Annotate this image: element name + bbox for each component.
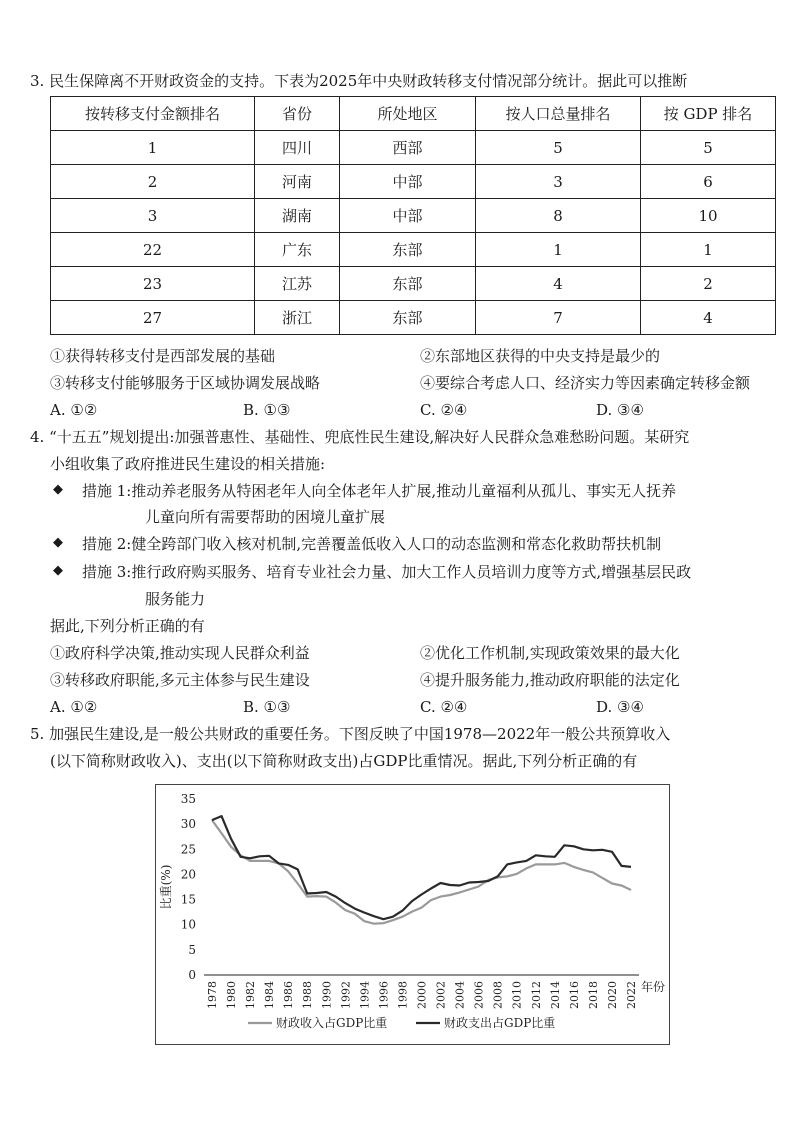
table-cell: 8: [476, 199, 641, 233]
table-cell: 22: [51, 233, 255, 267]
table-cell: 6: [641, 165, 776, 199]
y-axis-label: 比重(%): [159, 864, 173, 910]
x-tick-label: 1982: [244, 981, 258, 1009]
q4-stem-line1: 4. “十五五”规划提出:加强普惠性、基础性、兜底性民生建设,解决好人民群众急难愁盼问题。某研究: [30, 428, 690, 446]
x-tick-label: 1998: [396, 981, 410, 1009]
q3-statement-4: ④要综合考虑人口、经济实力等因素确定转移金额: [420, 374, 751, 392]
table-cell: 中部: [340, 165, 476, 199]
table-cell: 东部: [340, 267, 476, 301]
x-tick-label: 1986: [282, 981, 296, 1009]
table-cell: 四川: [255, 131, 340, 165]
table-row: [51, 267, 776, 301]
y-tick-label: 5: [188, 942, 196, 957]
x-tick-label: 2022: [625, 981, 638, 1009]
y-tick-label: 0: [188, 968, 196, 982]
table-cell: 中部: [340, 199, 476, 233]
table-cell: 1: [476, 233, 641, 267]
table-cell: 1: [51, 131, 255, 165]
q4-option-c: C. ②④: [420, 698, 468, 716]
x-tick-label: 1978: [206, 981, 219, 1009]
header-cell: 省份: [255, 97, 340, 131]
header-cell: 按 GDP 排名: [641, 97, 776, 131]
table-cell: 7: [476, 301, 641, 335]
x-axis-label: 年份: [641, 980, 666, 994]
table-header-row: [51, 97, 776, 131]
table-cell: 3: [51, 199, 255, 233]
fiscal-ratio-line-chart: [156, 785, 669, 1044]
x-tick-label: 1996: [377, 981, 391, 1009]
q4-measure-3-cont: 服务能力: [145, 590, 206, 608]
x-tick-label: 2016: [567, 981, 581, 1009]
q4-measure-1: 措施 1:推动养老服务从特困老年人向全体老年人扩展,推动儿童福利从孤儿、事实无人抚养: [82, 482, 677, 500]
x-tick-label: 2020: [605, 981, 619, 1009]
table-cell: 5: [476, 131, 641, 165]
y-tick-label: 10: [180, 917, 196, 932]
q5-stem-line2: (以下简称财政收入)、支出(以下简称财政支出)占GDP比重情况。据此,下列分析正确的有: [50, 752, 638, 770]
header-cell: 按人口总量排名: [476, 97, 641, 131]
q4-option-b: B. ①③: [243, 698, 291, 716]
q3-statement-2: ②东部地区获得的中央支持是最少的: [420, 347, 661, 365]
q3-statement-1: ①获得转移支付是西部发展的基础: [50, 347, 276, 365]
q4-option-d: D. ③④: [596, 698, 644, 716]
q3-table: [50, 96, 776, 335]
legend-label-2: 财政支出占GDP比重: [444, 1016, 556, 1030]
y-tick-label: 25: [180, 842, 196, 857]
table-cell: 4: [476, 267, 641, 301]
table-cell: 10: [641, 199, 776, 233]
diamond-bullet-icon: ◆: [53, 535, 63, 550]
q3-option-b: B. ①③: [243, 401, 291, 419]
table-cell: 广东: [255, 233, 340, 267]
x-tick-label: 1984: [263, 981, 277, 1009]
x-tick-label: 2008: [491, 981, 505, 1009]
table-row: [51, 301, 776, 335]
table-cell: 河南: [255, 165, 340, 199]
x-tick-label: 1994: [358, 981, 372, 1009]
table-cell: 23: [51, 267, 255, 301]
q4-measure-3: 措施 3:推行政府购买服务、培育专业社会力量、加大工作人员培训力度等方式,增强基层民政: [82, 563, 692, 581]
q4-measure-2: 措施 2:健全跨部门收入核对机制,完善覆盖低收入人口的动态监测和常态化救助帮扶机制: [82, 535, 662, 553]
table-cell: 江苏: [255, 267, 340, 301]
table-cell: 湖南: [255, 199, 340, 233]
x-tick-label: 2004: [453, 981, 467, 1009]
x-tick-label: 1988: [301, 981, 315, 1009]
q4-lead: 据此,下列分析正确的有: [50, 617, 205, 635]
q4-statement-4: ④提升服务能力,推动政府职能的法定化: [420, 671, 680, 689]
x-tick-label: 2018: [586, 981, 600, 1009]
table-cell: 27: [51, 301, 255, 335]
diamond-bullet-icon: ◆: [53, 482, 63, 497]
x-tick-label: 2006: [472, 981, 486, 1009]
diamond-bullet-icon: ◆: [53, 563, 63, 578]
x-tick-label: 2000: [415, 981, 429, 1009]
y-tick-label: 35: [180, 792, 196, 806]
series-line-1: [212, 820, 631, 924]
x-tick-label: 2002: [434, 981, 448, 1009]
x-tick-label: 1992: [339, 981, 353, 1009]
q3-option-d: D. ③④: [596, 401, 644, 419]
x-tick-label: 1980: [225, 981, 239, 1009]
q4-statement-3: ③转移政府职能,多元主体参与民生建设: [50, 671, 310, 689]
q3-statement-3: ③转移支付能够服务于区域协调发展战略: [50, 374, 321, 392]
header-cell: 按转移支付金额排名: [51, 97, 255, 131]
header-cell: 所处地区: [340, 97, 476, 131]
x-tick-label: 2014: [548, 981, 562, 1009]
series-line-2: [212, 816, 631, 919]
table-row: [51, 199, 776, 233]
table-cell: 3: [476, 165, 641, 199]
table-cell: 西部: [340, 131, 476, 165]
table-cell: 东部: [340, 301, 476, 335]
y-tick-label: 20: [180, 867, 196, 882]
y-tick-label: 15: [180, 892, 196, 907]
x-tick-label: 2012: [529, 981, 543, 1009]
table-cell: 东部: [340, 233, 476, 267]
q5-stem-line1: 5. 加强民生建设,是一般公共财政的重要任务。下图反映了中国1978—2022年一般公共预算收入: [30, 725, 671, 743]
table-cell: 2: [641, 267, 776, 301]
table-cell: 4: [641, 301, 776, 335]
q4-measure-1-cont: 儿童向所有需要帮助的困境儿童扩展: [145, 508, 386, 526]
q4-option-a: A. ①②: [50, 698, 98, 716]
chart-frame: [155, 784, 670, 1045]
q3-option-a: A. ①②: [50, 401, 98, 419]
q4-statement-2: ②优化工作机制,实现政策效果的最大化: [420, 644, 680, 662]
table-cell: 浙江: [255, 301, 340, 335]
x-tick-label: 2010: [510, 981, 524, 1009]
q4-statement-1: ①政府科学决策,推动实现人民群众利益: [50, 644, 310, 662]
table-cell: 2: [51, 165, 255, 199]
table-row: [51, 165, 776, 199]
q4-stem-line2: 小组收集了政府推进民生建设的相关措施:: [50, 455, 326, 473]
q3-option-c: C. ②④: [420, 401, 468, 419]
table-row: [51, 131, 776, 165]
table-cell: 1: [641, 233, 776, 267]
legend-label-1: 财政收入占GDP比重: [276, 1016, 388, 1030]
q3-stem: 3. 民生保障离不开财政资金的支持。下表为2025年中央财政转移支付情况部分统计。据此可以推断: [30, 72, 688, 90]
x-tick-label: 1990: [320, 981, 334, 1009]
table-cell: 5: [641, 131, 776, 165]
y-tick-label: 30: [180, 817, 196, 832]
table-row: [51, 233, 776, 267]
